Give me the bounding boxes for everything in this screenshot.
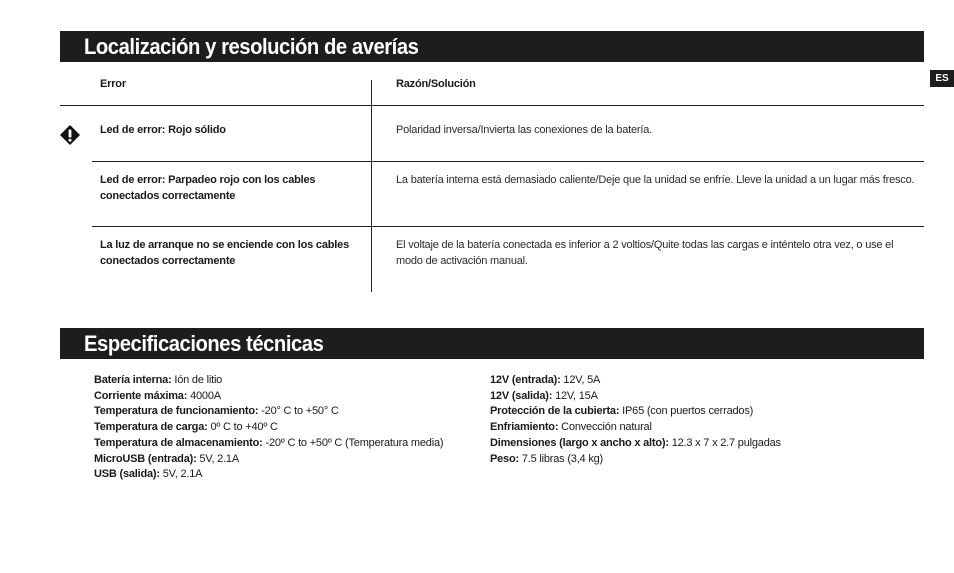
spec-value: 12V, 5A [563,374,601,386]
warning-icon [59,124,81,146]
spec-label: Protección de la cubierta: [490,405,620,418]
spec-label: Enfriamiento: [490,421,559,434]
spec-item [490,389,781,405]
spec-label: Corriente máxima: [94,389,188,402]
table-row-solution: La batería interna está demasiado caliente/Deje que la unidad se enfríe. Lleve la unidad a un lugar más fresco. [396,174,915,186]
spec-item [490,404,781,420]
spec-value: 0º C to +40º C [210,421,278,434]
table-row-error: Led de error: Parpadeo rojo con los cables conectados correctamente [100,174,316,202]
spec-value: IP65 (con puertos cerrados) [622,405,754,418]
spec-value: 12V, 15A [555,389,598,402]
spec-value: Convección natural [561,421,652,434]
spec-label: Peso: [490,452,519,465]
specs-title: Especificaciones técnicas [84,331,324,356]
spec-value: 4000A [190,389,221,402]
column-header-error: Error [100,78,126,90]
spec-label: 12V (entrada): [490,374,561,386]
spec-item [94,420,443,436]
spec-item [490,452,781,468]
spec-label: Dimensiones (largo x ancho x alto): [490,436,669,449]
spec-item [94,389,443,405]
table-row-divider [92,226,924,227]
spec-item [490,420,781,436]
troubleshooting-title: Localización y resolución de averías [84,34,419,59]
specs-left-column [94,373,443,483]
spec-label: USB (salida): [94,468,160,481]
spec-item [94,373,443,389]
spec-label: MicroUSB (entrada): [94,452,197,465]
spec-item [490,373,781,389]
table-row-error: Led de error: Rojo sólido [100,124,226,136]
specs-right-column [490,373,781,467]
language-tab: ES [930,70,954,87]
spec-value: -20º C to +50º C (Temperatura media) [265,436,444,449]
spec-value: 7.5 libras (3,4 kg) [521,452,604,465]
specs-header-bar [60,328,924,359]
spec-value: Ión de litio [174,374,223,386]
table-header-rule [60,105,924,106]
troubleshooting-header-bar [60,31,924,62]
table-column-divider [371,80,372,292]
spec-value: -20° C to +50° C [261,405,339,418]
table-row-solution: Polaridad inversa/Invierta las conexiones de la batería. [396,124,653,136]
spec-label: Temperatura de carga: [94,421,208,434]
spec-label: 12V (salida): [490,389,553,402]
table-row-solution: El voltaje de la batería conectada es inferior a 2 voltios/Quite todas las cargas e inténtelo otra vez, o use el modo de activación manual. [396,239,894,267]
spec-label: Temperatura de almacenamiento: [94,436,263,449]
spec-item [94,436,443,452]
spec-item [490,436,781,452]
spec-value: 5V, 2.1A [199,452,239,465]
spec-value: 12.3 x 7 x 2.7 pulgadas [671,436,781,449]
table-row-divider [92,161,924,162]
spec-item [94,404,443,420]
spec-item [94,452,443,468]
spec-value: 5V, 2.1A [162,468,203,481]
spec-label: Temperatura de funcionamiento: [94,405,259,418]
column-header-solution: Razón/Solución [396,78,476,90]
table-row-error: La luz de arranque no se enciende con los cables conectados correctamente [100,239,349,267]
spec-label: Batería interna: [94,374,172,386]
spec-item [94,467,443,483]
